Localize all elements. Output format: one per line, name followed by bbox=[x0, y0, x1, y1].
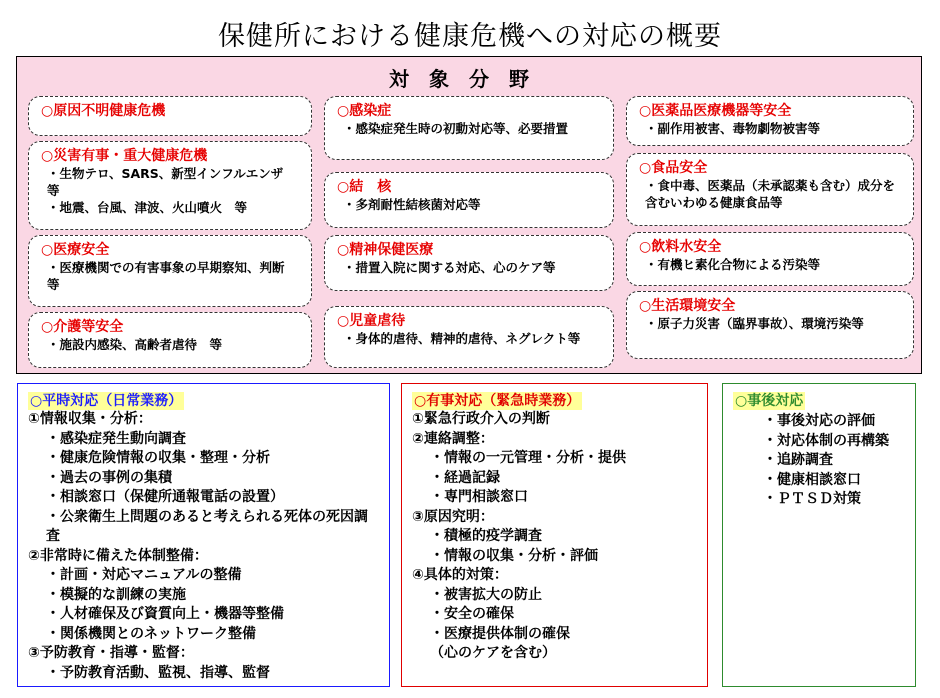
target-field-item: ・措置入院に関する対応、心のケア等 bbox=[343, 260, 556, 275]
target-field-item: ・原子力災害（臨界事故）、環境汚染等 bbox=[645, 316, 864, 331]
target-field-box bbox=[626, 291, 914, 359]
list-item: ・医療提供体制の確保 bbox=[430, 625, 570, 642]
target-field-item: ・施設内感染、高齢者虐待 等 bbox=[47, 337, 223, 352]
target-field-item: ・感染症発生時の初動対応等、必要措置 bbox=[343, 121, 569, 136]
target-field-name: ○結 核 bbox=[337, 179, 392, 195]
list-item: ・対応体制の再構築 bbox=[763, 432, 889, 449]
list-item: ・模擬的な訓練の実施 bbox=[46, 586, 186, 603]
section-heading: ③原因究明： bbox=[412, 508, 494, 525]
normal-response-title: ○平時対応（日常業務） bbox=[30, 393, 183, 409]
emergency-response-title: ○有事対応（緊急時業務） bbox=[414, 393, 581, 409]
list-item: ・過去の事例の集積 bbox=[46, 469, 172, 486]
list-item: ・相談窓口（保健所通報電話の設置） bbox=[46, 489, 284, 505]
target-field-item: ・食中毒、医薬品（未承認薬も含む）成分を含むいわゆる健康食品等 bbox=[645, 178, 896, 210]
target-field-name: ○原因不明健康危機 bbox=[41, 103, 166, 119]
list-item: ・積極的疫学調査 bbox=[430, 528, 542, 544]
page-title: 保健所における健康危機への対応の概要 bbox=[218, 21, 722, 52]
after-response-list bbox=[733, 412, 905, 510]
after-response-title: ○事後対応 bbox=[735, 393, 804, 409]
target-field-box bbox=[28, 312, 312, 368]
list-item: ・追跡調査 bbox=[763, 452, 833, 468]
normal-response-list bbox=[28, 410, 379, 683]
target-field-box bbox=[28, 235, 312, 307]
target-field-box bbox=[28, 96, 312, 136]
target-field-name: ○児童虐待 bbox=[337, 313, 406, 329]
target-field-name: ○飲料水安全 bbox=[639, 239, 722, 255]
target-field-box bbox=[324, 172, 614, 228]
target-field-item: ・医療機関での有害事象の早期察知、判断 等 bbox=[47, 260, 298, 292]
target-field-name: ○災害有事・重大健康危機 bbox=[41, 148, 208, 164]
target-fields-title: 対象分野 bbox=[389, 67, 549, 91]
section-heading: ①情報収集・分析： bbox=[28, 411, 152, 427]
target-field-box bbox=[28, 141, 312, 230]
target-field-box bbox=[324, 235, 614, 291]
list-item: ・健康相談窓口 bbox=[763, 471, 861, 488]
list-item: ・ＰＴＳＤ対策 bbox=[763, 491, 861, 507]
list-item: ・被害拡大の防止 bbox=[430, 586, 542, 603]
target-field-name: ○生活環境安全 bbox=[639, 298, 736, 314]
target-field-name: ○医療安全 bbox=[41, 242, 110, 258]
target-field-name: ○食品安全 bbox=[639, 160, 708, 176]
target-field-item: ・多剤耐性結核菌対応等 bbox=[343, 197, 481, 212]
target-field-item: ・身体的虐待、精神的虐待、ネグレクト等 bbox=[343, 331, 581, 346]
target-field-box bbox=[626, 96, 914, 146]
emergency-response-list bbox=[412, 410, 697, 664]
list-item: ・安全の確保 bbox=[430, 606, 514, 622]
list-item: ・専門相談窓口 bbox=[430, 489, 528, 505]
list-item: ・計画・対応マニュアルの整備 bbox=[46, 567, 242, 583]
list-item: （心のケアを含む） bbox=[430, 645, 556, 661]
target-field-name: ○感染症 bbox=[337, 103, 392, 119]
list-item: ・情報の収集・分析・評価 bbox=[430, 547, 598, 564]
target-field-name: ○介護等安全 bbox=[41, 319, 124, 335]
list-item: ・関係機関とのネットワーク整備 bbox=[46, 625, 256, 642]
target-field-item: ・地震、台風、津波、火山噴火 等 bbox=[47, 200, 248, 215]
target-field-box bbox=[626, 232, 914, 286]
section-heading: ②非常時に備えた体制整備： bbox=[28, 547, 208, 564]
list-item: ・健康危険情報の収集・整理・分析 bbox=[46, 450, 270, 466]
list-item: ・感染症発生動向調査 bbox=[46, 430, 186, 447]
list-item: ・予防教育活動、監視、指導、監督 bbox=[46, 664, 270, 681]
target-field-box bbox=[626, 153, 914, 226]
list-item: ・公衆衛生上問題のあると考えられる死体の死因調査 bbox=[46, 508, 368, 544]
target-field-item: ・有機ヒ素化合物による汚染等 bbox=[645, 257, 821, 272]
target-field-box bbox=[324, 306, 614, 368]
section-heading: ③予防教育・指導・監督： bbox=[28, 645, 194, 661]
normal-response-panel bbox=[17, 383, 390, 687]
section-heading: ④具体的対策： bbox=[412, 567, 508, 583]
list-item: ・情報の一元管理・分析・提供 bbox=[430, 450, 626, 466]
after-response-panel bbox=[722, 383, 916, 687]
target-field-box bbox=[324, 96, 614, 160]
section-heading: ①緊急行政介入の判断 bbox=[412, 411, 550, 427]
emergency-response-panel bbox=[401, 383, 708, 687]
section-heading: ②連絡調整： bbox=[412, 430, 494, 447]
target-field-item: ・生物テロ、SARS、新型インフルエンザ 等 bbox=[47, 166, 296, 198]
target-field-item: ・副作用被害、毒物劇物被害等 bbox=[645, 121, 821, 136]
target-field-name: ○医薬品医療機器等安全 bbox=[639, 103, 792, 119]
list-item: ・人材確保及び資質向上・機器等整備 bbox=[46, 606, 284, 622]
target-field-name: ○精神保健医療 bbox=[337, 242, 434, 258]
list-item: ・事後対応の評価 bbox=[763, 413, 875, 429]
list-item: ・経過記録 bbox=[430, 469, 500, 486]
